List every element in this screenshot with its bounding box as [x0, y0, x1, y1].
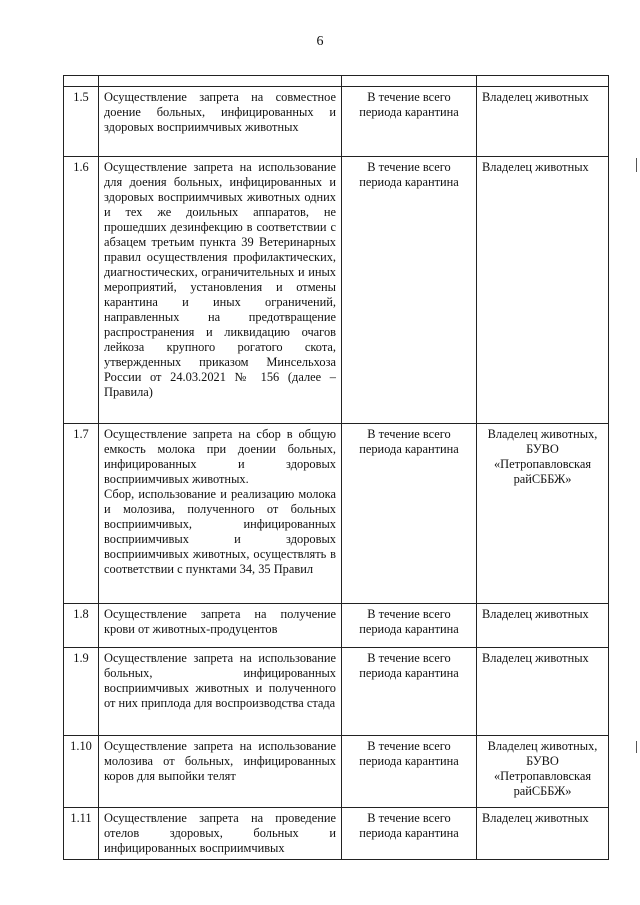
period-text: В течение всего периода карантина [342, 604, 477, 648]
period-text: В течение всего периода карантина [342, 648, 477, 736]
responsible-text: Владелец животных [477, 87, 609, 157]
measure-text: Осуществление запрета на использование больных, инфицированных восприимчивых животных и полученного от них приплода для воспроизводства стада [99, 648, 342, 736]
table-row [64, 87, 609, 157]
page-number: 6 [316, 34, 324, 49]
measure-text: Осуществление запрета на использование молозива от больных, инфицированных коров для выпойки телят [99, 736, 342, 808]
table-row [64, 604, 609, 648]
table-row [64, 648, 609, 736]
row-number: 1.8 [64, 604, 99, 648]
period-text: В течение всего периода карантина [342, 736, 477, 808]
table-row [64, 424, 609, 604]
table-header-row [64, 76, 609, 87]
measure-text: Осуществление запрета на сбор в общую емкость молока при доении больных, инфицированных и здоровых восприимчивых животных. Сбор, использование и реализацию молока и молозива, полученного от больных восприимчивых, инфицированных восприимчивых и здоровых восприимчивых животных, осуществлять в соответствии с пунктами 34, 35 Правил [99, 424, 342, 604]
responsible-text: Владелец животных [477, 604, 609, 648]
responsible-text: Владелец животных [477, 157, 609, 424]
period-text: В течение всего периода карантина [342, 808, 477, 860]
row-number: 1.11 [64, 808, 99, 860]
row-number: 1.7 [64, 424, 99, 604]
responsible-text: Владелец животных, БУВО «Петропавловская райСББЖ» [477, 736, 609, 808]
table-row [64, 736, 609, 808]
responsible-text: Владелец животных, БУВО «Петропавловская райСББЖ» [477, 424, 609, 604]
row-number: 1.9 [64, 648, 99, 736]
responsible-text: Владелец животных [477, 648, 609, 736]
measures-table [63, 75, 609, 860]
measure-text: Осуществление запрета на проведение отелов здоровых, больных и инфицированных восприимчивых [99, 808, 342, 860]
measure-text: Осуществление запрета на использование для доения больных, инфицированных и здоровых восприимчивых животных одних и тех же доильных аппаратов, не прошедших дезинфекцию в соответствии с абзацем третьим пункта 39 Ветеринарных правил осуществления профилактических, диагностических, ограничительных и иных мероприятий, установления и отмены карантина и иных ограничений, направленных на предотвращение распространения и ликвидацию очагов лейкоза крупного рогатого скота, утвержденных приказом Минсельхоза России от 24.03.2021 № 156 (далее – Правила) [99, 157, 342, 424]
scan-edge-mark [636, 158, 637, 172]
row-number: 1.10 [64, 736, 99, 808]
period-text: В течение всего периода карантина [342, 424, 477, 604]
table-row [64, 157, 609, 424]
period-text: В течение всего периода карантина [342, 157, 477, 424]
row-number: 1.5 [64, 87, 99, 157]
period-text: В течение всего периода карантина [342, 87, 477, 157]
row-number: 1.6 [64, 157, 99, 424]
responsible-text: Владелец животных [477, 808, 609, 860]
measure-text: Осуществление запрета на совместное доение больных, инфицированных и здоровых восприимчивых животных [99, 87, 342, 157]
table-row [64, 808, 609, 860]
measure-text: Осуществление запрета на получение крови от животных-продуцентов [99, 604, 342, 648]
scan-edge-mark [636, 741, 637, 753]
